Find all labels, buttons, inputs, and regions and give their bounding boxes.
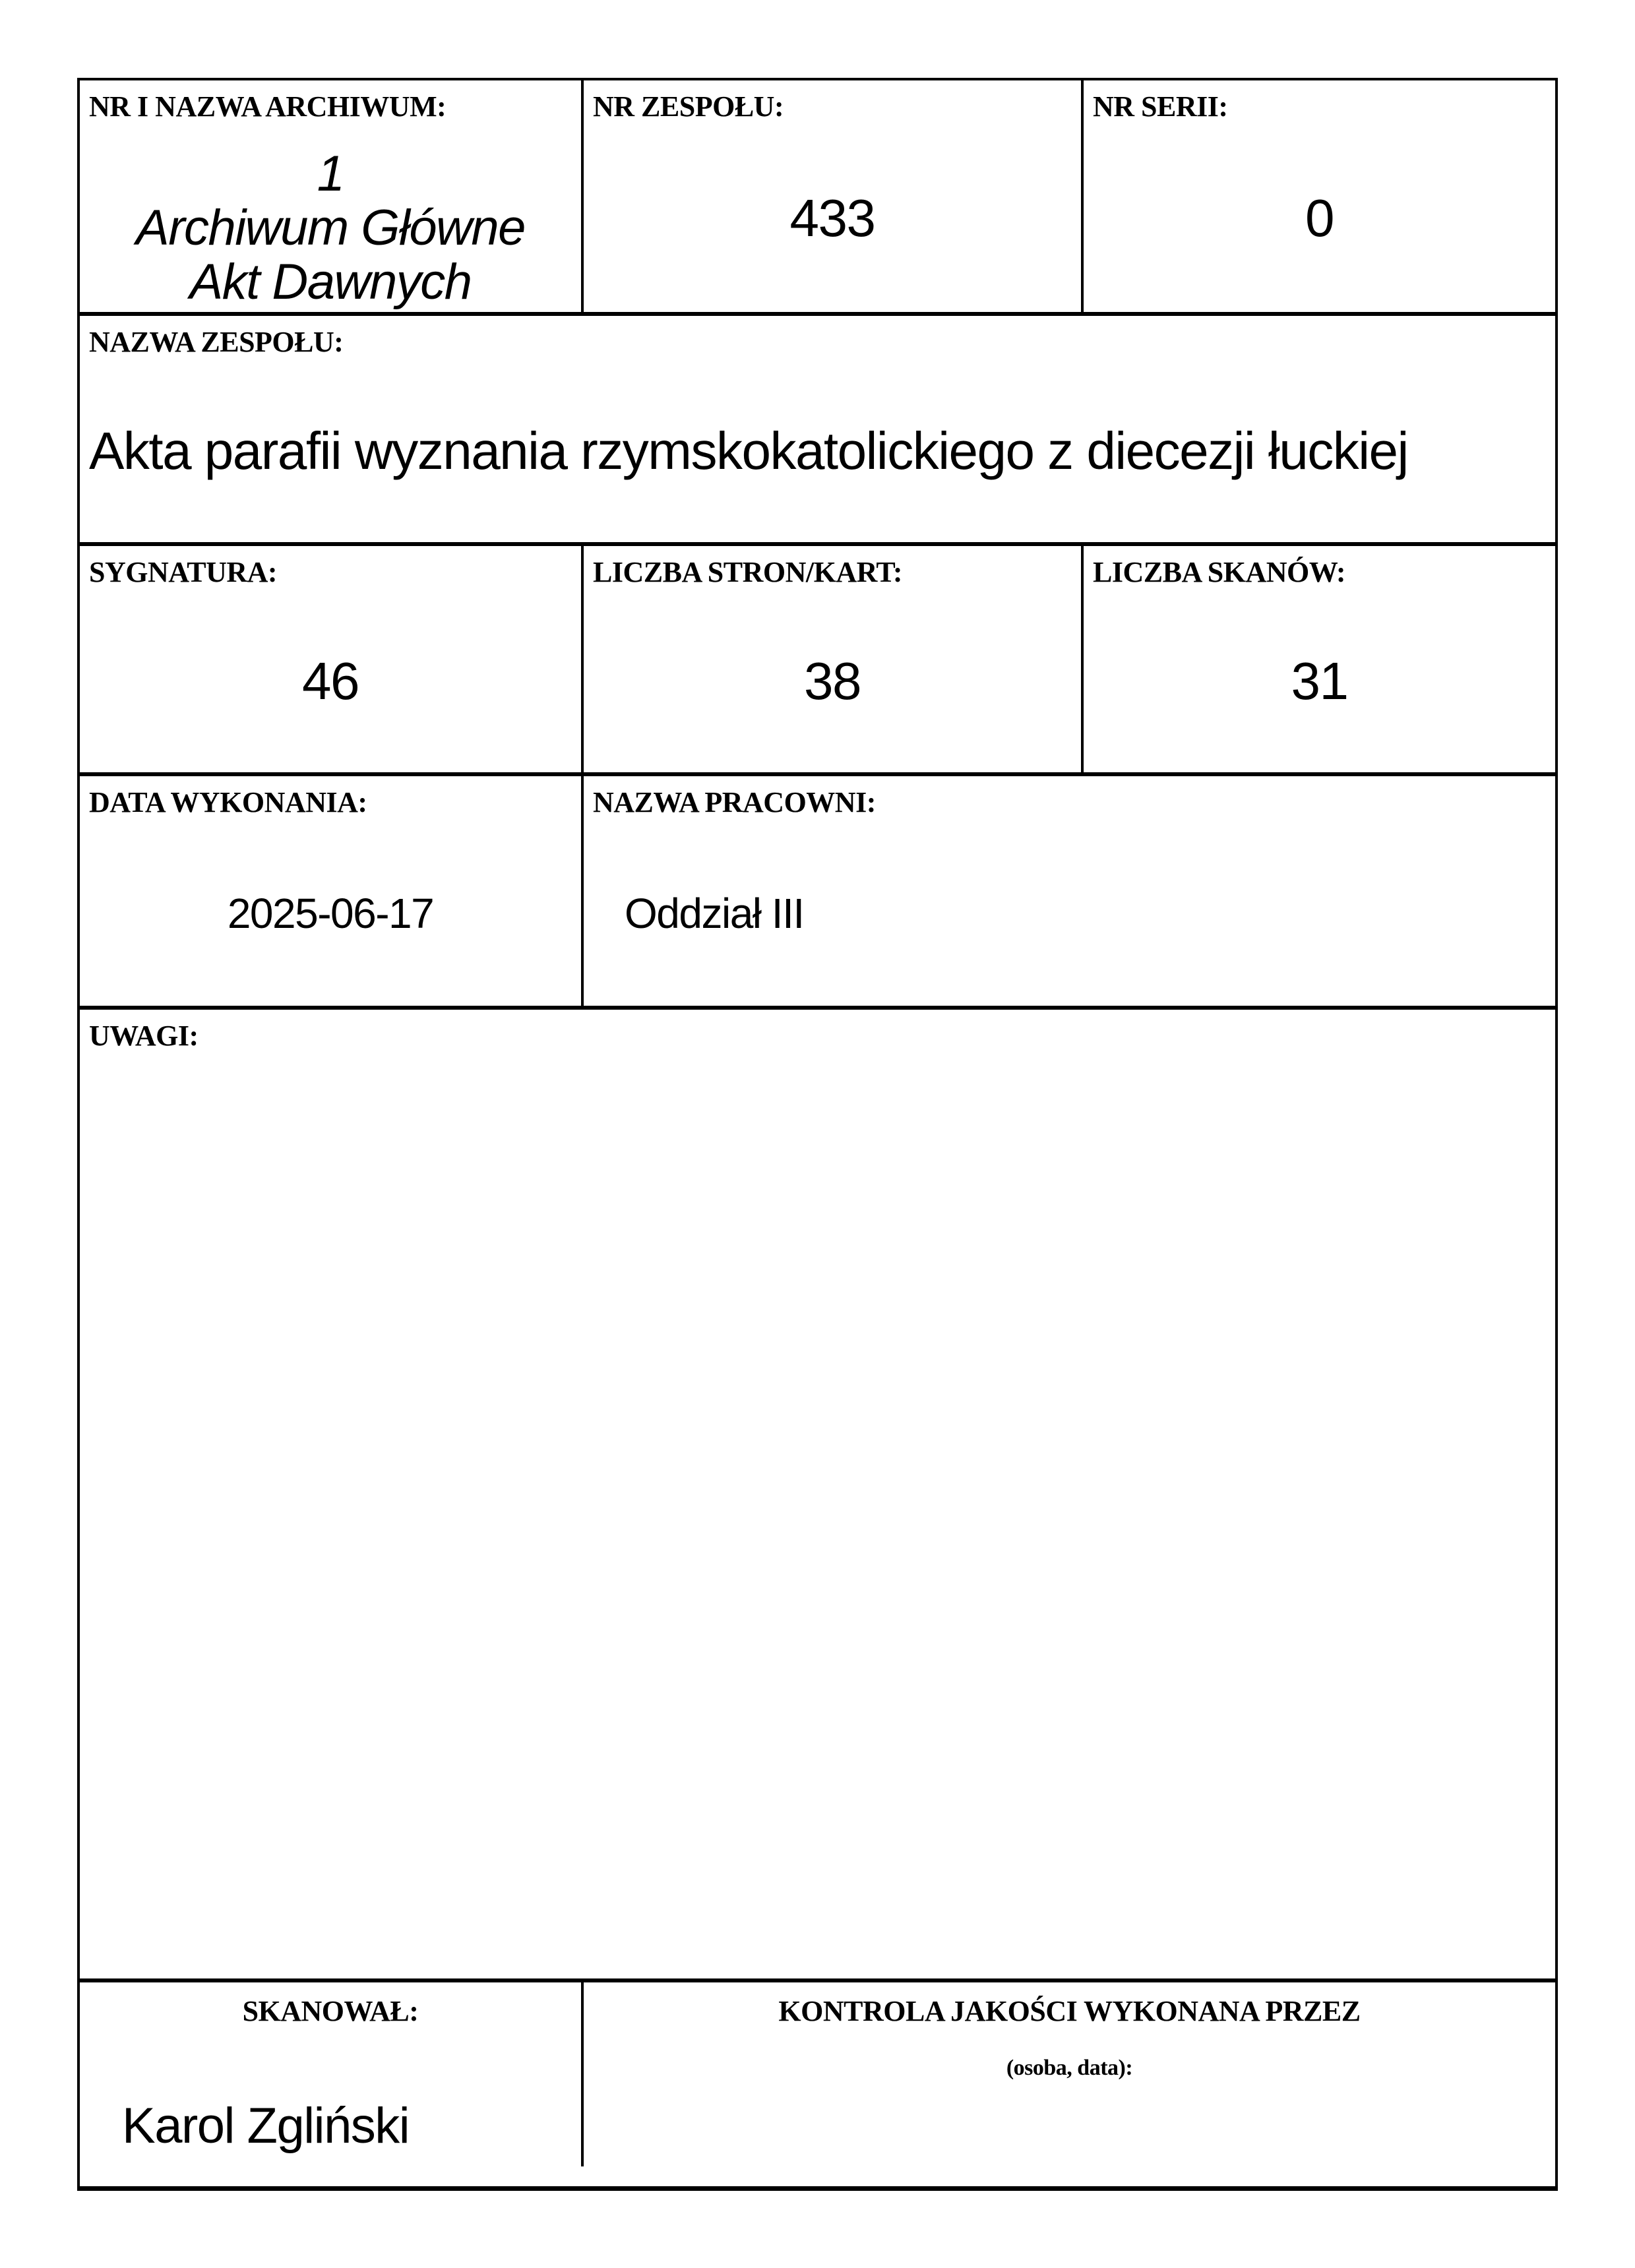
archive-label: NR I NAZWA ARCHIWUM: bbox=[89, 90, 447, 123]
quality-control-sublabel: (osoba, data): bbox=[1006, 2056, 1133, 2080]
row-execution bbox=[80, 772, 1555, 1006]
field-scans-count bbox=[1081, 546, 1555, 772]
row-signatures bbox=[80, 1978, 1555, 2166]
field-archive bbox=[80, 80, 581, 312]
archive-name-line1: Archiwum Główne bbox=[136, 199, 525, 256]
series-number-value: 0 bbox=[1305, 189, 1334, 247]
metadata-form-table bbox=[77, 78, 1558, 2191]
field-remarks bbox=[80, 1010, 1555, 1978]
signature-value: 46 bbox=[302, 652, 359, 710]
remarks-label: UWAGI: bbox=[89, 1020, 199, 1052]
archive-name-line2: Akt Dawnych bbox=[189, 253, 472, 310]
field-pages-count bbox=[581, 546, 1081, 772]
field-scanned-by bbox=[80, 1982, 581, 2166]
signature-label: SYGNATURA: bbox=[89, 556, 278, 588]
archive-number: 1 bbox=[317, 145, 344, 202]
scans-count-value: 31 bbox=[1291, 652, 1348, 710]
fonds-name-value: Akta parafii wyznania rzymskokatolickiego z diecezji łuckiej bbox=[89, 421, 1408, 480]
field-workshop bbox=[581, 776, 1555, 1006]
scanned-by-value: Karol Zgliński bbox=[122, 2098, 410, 2154]
row-archive-info bbox=[80, 80, 1555, 312]
fonds-name-label: NAZWA ZESPOŁU: bbox=[89, 326, 344, 358]
workshop-label: NAZWA PRACOWNI: bbox=[593, 786, 876, 818]
workshop-value: Oddział III bbox=[625, 889, 804, 937]
field-scan-date bbox=[80, 776, 581, 1006]
scan-date-label: DATA WYKONANIA: bbox=[89, 786, 367, 818]
pages-count-label: LICZBA STRON/KART: bbox=[593, 556, 903, 588]
row-remarks bbox=[80, 1006, 1555, 1978]
scanned-by-label: SKANOWAŁ: bbox=[242, 1995, 419, 2027]
fonds-number-value: 433 bbox=[789, 189, 875, 247]
scan-date-value: 2025-06-17 bbox=[227, 889, 434, 937]
field-signature bbox=[80, 546, 581, 772]
field-fonds-number bbox=[581, 80, 1081, 312]
archive-value bbox=[80, 147, 581, 312]
series-number-label: NR SERII: bbox=[1093, 90, 1228, 123]
field-series-number bbox=[1081, 80, 1555, 312]
fonds-number-label: NR ZESPOŁU: bbox=[593, 90, 784, 123]
pages-count-value: 38 bbox=[804, 652, 861, 710]
row-fonds-name bbox=[80, 312, 1555, 542]
field-quality-control bbox=[581, 1982, 1555, 2166]
quality-control-label: KONTROLA JAKOŚCI WYKONANA PRZEZ bbox=[778, 1995, 1361, 2027]
scans-count-label: LICZBA SKANÓW: bbox=[1093, 556, 1345, 588]
row-counts bbox=[80, 542, 1555, 772]
field-fonds-name bbox=[80, 316, 1555, 542]
